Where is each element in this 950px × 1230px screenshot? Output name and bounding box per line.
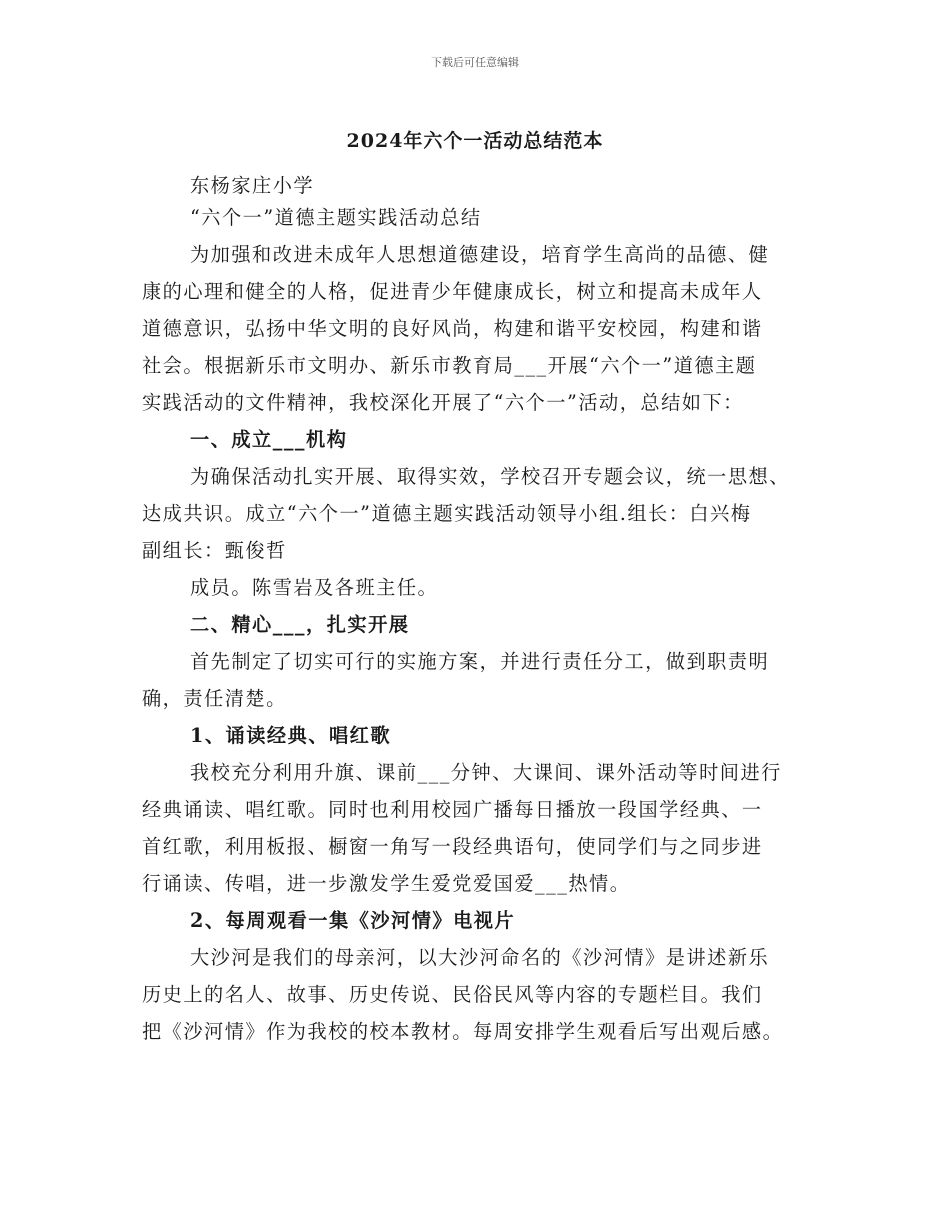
section-heading: 二、精心___，扎实开展	[190, 613, 410, 636]
paragraph-line: 行诵读、传唱，进一步激发学生爱党爱国爱___热情。	[142, 872, 631, 895]
paragraph-line: 首先制定了切实可行的实施方案，并进行责任分工，做到职责明	[190, 650, 770, 673]
paragraph-line: 为确保活动扎实开展、取得实效，学校召开专题会议，统一思想、	[190, 465, 790, 488]
paragraph-line: 历史上的名人、故事、历史传说、民俗民风等内容的专题栏目。我们	[142, 983, 763, 1006]
paragraph-line: 实践活动的文件精神，我校深化开展了“六个一”活动，总结如下：	[142, 391, 744, 414]
paragraph-line: 为加强和改进未成年人思想道德建设，培育学生高尚的品德、健	[190, 243, 770, 266]
header-note: 下载后可任意编辑	[431, 56, 519, 69]
document-title: 2024年六个一活动总结范本	[346, 130, 604, 152]
paragraph-line: 成员。陈雪岩及各班主任。	[190, 576, 439, 599]
paragraph-line: 达成共识。成立“六个一”道德主题实践活动领导小组.组长：白兴梅	[142, 502, 752, 525]
section-heading: 一、成立___机构	[190, 428, 348, 451]
paragraph-line: 经典诵读、唱红歌。同时也利用校园广播每日播放一段国学经典、一	[142, 798, 763, 821]
paragraph-line: 把《沙河情》作为我校的校本教材。每周安排学生观看后写出观后感。	[142, 1020, 784, 1043]
paragraph-line: 社会。根据新乐市文明办、新乐市教育局___开展“六个一”道德主题	[142, 354, 757, 377]
document-body	[142, 170, 814, 1048]
paragraph-line: 我校充分利用升旗、课前___分钟、大课间、课外活动等时间进行	[190, 761, 782, 784]
school-name: 东杨家庄小学	[190, 174, 315, 197]
paragraph-line: 康的心理和健全的人格，促进青少年健康成长，树立和提高未成年人	[142, 280, 763, 303]
paragraph-line: 首红歌，利用板报、橱窗一角写一段经典语句，使同学们与之同步进	[142, 835, 763, 858]
paragraph-line: 副组长：甄俊哲	[142, 539, 287, 562]
subsection-heading: 1、诵读经典、唱红歌	[190, 724, 392, 747]
subtitle: “六个一”道德主题实践活动总结	[190, 206, 482, 229]
paragraph-line: 确，责任清楚。	[142, 687, 287, 710]
paragraph-line: 道德意识，弘扬中华文明的良好风尚，构建和谐平安校园，构建和谐	[142, 317, 763, 340]
paragraph-line: 大沙河是我们的母亲河，以大沙河命名的《沙河情》是讲述新乐	[190, 946, 770, 969]
subsection-heading: 2、每周观看一集《沙河情》电视片	[190, 909, 516, 932]
